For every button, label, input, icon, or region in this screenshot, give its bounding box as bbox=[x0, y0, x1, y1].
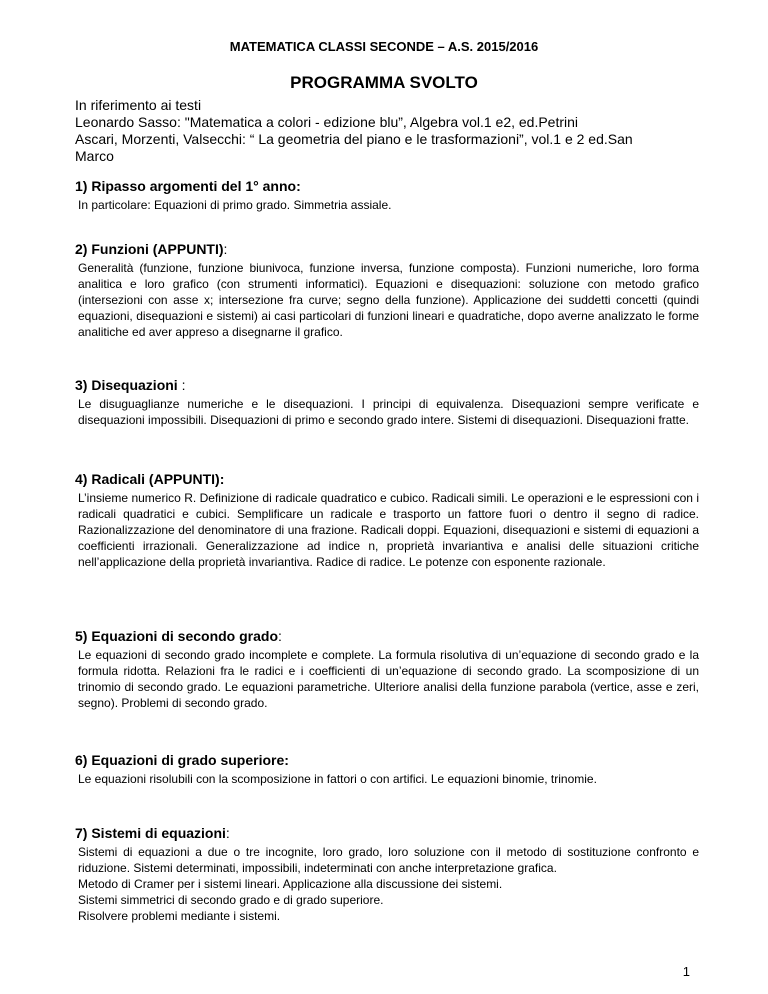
section-heading: 2) Funzioni (APPUNTI): bbox=[75, 241, 228, 257]
section-1 bbox=[75, 178, 699, 213]
section-paragraph: Sistemi di equazioni a due o tre incognite, loro grado, loro soluzione con il metodo di sostituzione confronto e riduzione. Sistemi determinati, impossibili, indeterminati con anche interpretazione grafica. bbox=[78, 845, 699, 875]
section-body bbox=[78, 260, 699, 340]
reference-line: In riferimento ai testi bbox=[75, 97, 202, 113]
section-heading: 6) Equazioni di grado superiore: bbox=[75, 752, 289, 768]
section-heading: 5) Equazioni di secondo grado: bbox=[75, 628, 282, 644]
references-block bbox=[75, 97, 695, 165]
reference-line: Marco bbox=[75, 148, 114, 164]
section-paragraph: Sistemi simmetrici di secondo grado e di grado superiore. bbox=[78, 893, 384, 907]
reference-line: Leonardo Sasso: "Matematica a colori - edizione blu”, Algebra vol.1 e2, ed.Petrini bbox=[75, 114, 579, 130]
section-body bbox=[78, 771, 699, 787]
section-3 bbox=[75, 377, 699, 428]
section-body bbox=[78, 490, 699, 570]
section-paragraph: Le equazioni risolubili con la scomposizione in fattori o con artifici. Le equazioni binomie, trinomie. bbox=[78, 772, 597, 786]
section-body bbox=[78, 844, 699, 924]
section-heading: 3) Disequazioni : bbox=[75, 377, 186, 393]
section-paragraph: In particolare: Equazioni di primo grado. Simmetria assiale. bbox=[78, 198, 392, 212]
section-paragraph: Metodo di Cramer per i sistemi lineari. Applicazione alla discussione dei sistemi. bbox=[78, 877, 503, 891]
section-paragraph: Le equazioni di secondo grado incomplete e complete. La formula risolutiva di un’equazione di secondo grado e la formula ridotta. Relazioni fra le radici e i coefficienti di un’equazione di secondo grado. La scomposizione di un trinomio di secondo grado. Le equazioni parametriche. Ulteriore analisi della funzione parabola (vertice, asse e zeri, segno). Problemi di secondo grado. bbox=[78, 648, 699, 710]
section-2 bbox=[75, 241, 699, 340]
section-6 bbox=[75, 752, 699, 787]
section-paragraph: Generalità (funzione, funzione biunivoca, funzione inversa, funzione composta). Funzioni numeriche, loro forma analitica e loro grafico (con strumenti informatici). Equazioni e disequazioni: soluzione con metodo grafico (intersezioni con asse x; intersezione fra curve; segno della funzione). Applicazione dei suddetti concetti (quindi equazioni, disequazioni e sistemi) ai casi particolari di funzioni lineari e quadratiche, dopo averne analizzato le forme analitiche ed aver appreso a disegnarne il grafico. bbox=[78, 261, 699, 339]
reference-line: Ascari, Morzenti, Valsecchi: “ La geometria del piano e le trasformazioni”, vol.1 e 2 ed.San bbox=[75, 131, 633, 147]
page-number: 1 bbox=[682, 964, 690, 979]
section-7 bbox=[75, 825, 699, 924]
page-title: PROGRAMMA SVOLTO bbox=[290, 73, 478, 92]
section-heading: 4) Radicali (APPUNTI): bbox=[75, 471, 225, 487]
section-paragraph: L’insieme numerico R. Definizione di radicale quadratico e cubico. Radicali simili. Le operazioni e le espressioni con i radicali quadratici e cubici. Semplificare un radicale e trasporto un fattore fuori o dentro il segno di radice. Razionalizzazione del denominatore di una frazione. Radicali doppi. Equazioni, disequazioni e sistemi di equazioni a coefficienti irrazionali. Generalizzazione ad indice n, proprietà invariantiva e analisi delle situazioni critiche nell’applicazione della proprietà invariantiva. Radice di radice. Le potenze con esponente razionale. bbox=[78, 491, 699, 569]
section-paragraph: Le disuguaglianze numeriche e le disequazioni. I principi di equivalenza. Disequazioni sempre verificate e disequazioni impossibili. Disequazioni di primo e secondo grado intere. Sistemi di disequazioni. Disequazioni fratte. bbox=[78, 397, 699, 427]
section-heading: 1) Ripasso argomenti del 1° anno: bbox=[75, 178, 301, 194]
section-body bbox=[78, 396, 699, 428]
section-4 bbox=[75, 471, 699, 570]
section-body bbox=[78, 647, 699, 711]
section-5 bbox=[75, 628, 699, 711]
section-paragraph: Risolvere problemi mediante i sistemi. bbox=[78, 909, 281, 923]
section-body bbox=[78, 197, 699, 213]
section-heading: 7) Sistemi di equazioni: bbox=[75, 825, 230, 841]
document-header: MATEMATICA CLASSI SECONDE – A.S. 2015/2016 bbox=[229, 39, 539, 54]
